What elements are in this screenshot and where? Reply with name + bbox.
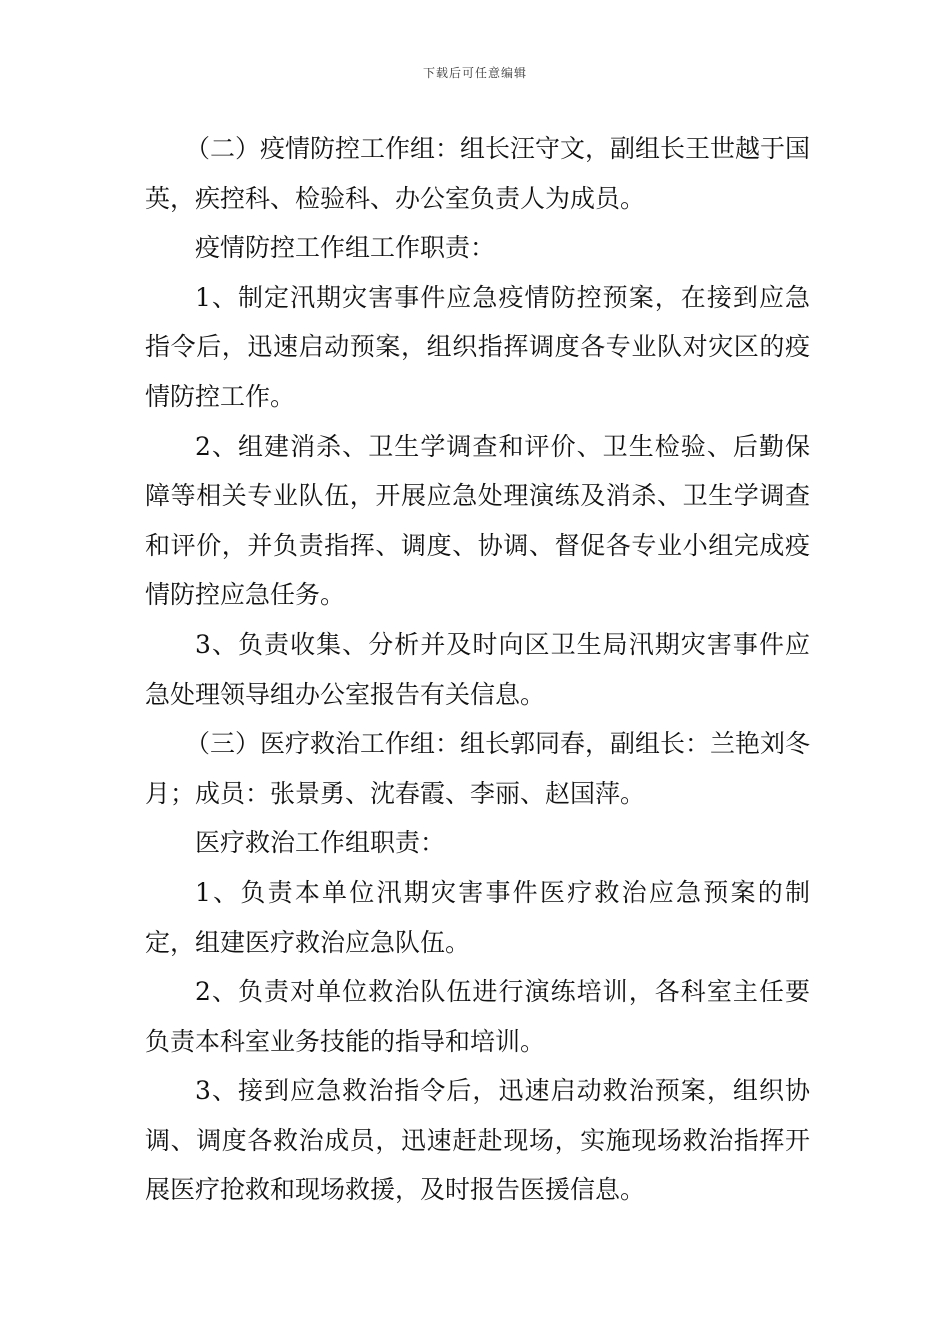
medical-duty-2: 2、负责对单位救治队伍进行演练培训，各科室主任要负责本科室业务技能的指导和培训。 — [145, 977, 810, 1056]
medical-duty-3: 3、接到应急救治指令后，迅速启动救治预案，组织协调、调度各救治成员，迅速赶赴现场，实施现场救治指挥开展医疗抢救和现场救援，及时报告医援信息。 — [145, 1076, 810, 1205]
epidemic-duties-title: 疫情防控工作组工作职责： — [195, 233, 496, 263]
epidemic-duty-1: 1、制定汛期灾害事件应急疫情防控预案，在接到应急指令后，迅速启动预案，组织指挥调度各专业队对灾区的疫情防控工作。 — [145, 282, 810, 411]
section-heading-medical-group: （三）医疗救治工作组：组长郭同春，副组长：兰艳刘冬月；成员：张景勇、沈春霞、李丽、赵国萍。 — [145, 729, 811, 808]
medical-duties-title: 医疗救治工作组职责： — [195, 828, 446, 858]
epidemic-duty-3: 3、负责收集、分析并及时向区卫生局汛期灾害事件应急处理领导组办公室报告有关信息。 — [145, 629, 810, 709]
section-heading-epidemic-group: （二）疫情防控工作组：组长汪守文，副组长王世越于国英，疾控科、检验科、办公室负责人为成员。 — [145, 134, 811, 213]
medical-duty-1: 1、负责本单位汛期灾害事件医疗救治应急预案的制定，组建医疗救治应急队伍。 — [145, 877, 810, 957]
document-body — [145, 124, 810, 1215]
epidemic-duty-2: 2、组建消杀、卫生学调查和评价、卫生检验、后勤保障等相关专业队伍，开展应急处理演练及消杀、卫生学调查和评价，并负责指挥、调度、协调、督促各专业小组完成疫情防控应急任务。 — [145, 431, 810, 610]
page-header: 下载后可任意编辑 — [422, 66, 527, 80]
